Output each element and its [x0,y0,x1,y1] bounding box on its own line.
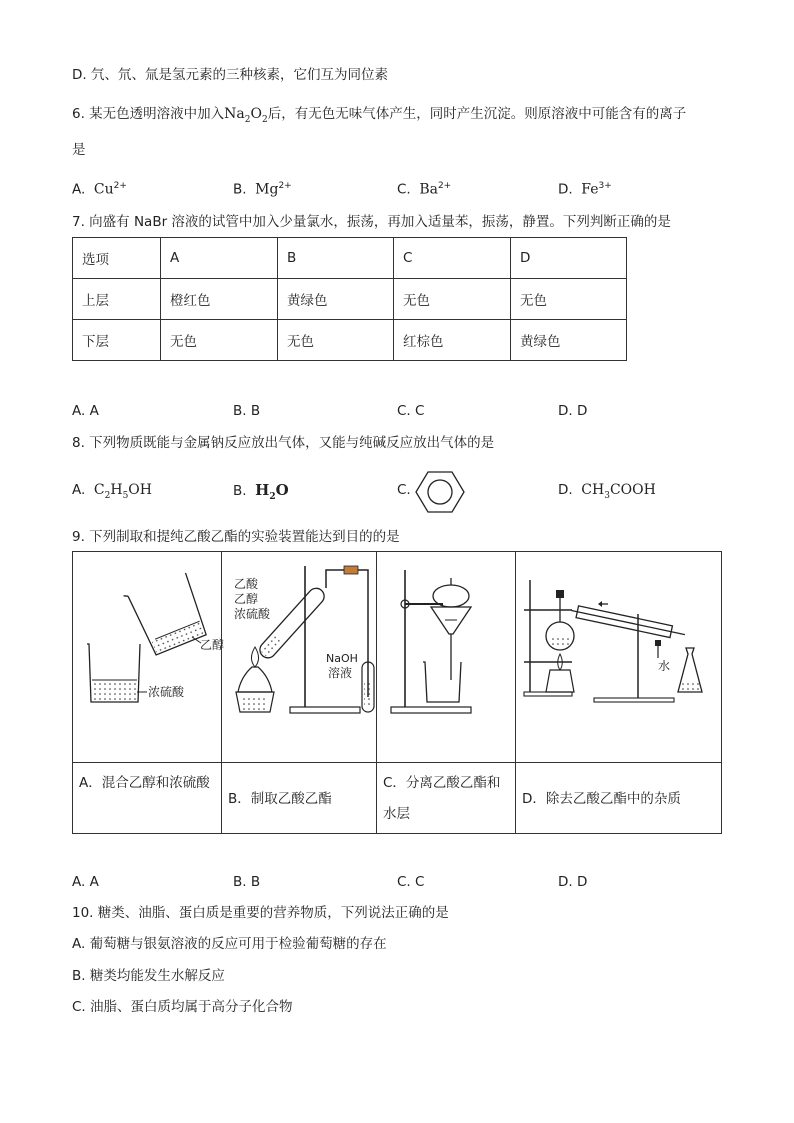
table-cell: 黄绿色 [511,320,627,361]
q6-reagent-sub1: 2 [244,114,251,125]
q6-stem-part2: 后，有无色无味气体产生，同时产生沉淀。则原溶液中可能含有的离子 [267,106,687,122]
q6-option-b [233,176,292,200]
benzene-ring-icon [413,468,467,516]
q6-stem-continuation: 是 [72,142,86,158]
label-naoh: NaOH [326,652,358,665]
figure-d-distillation [516,552,723,762]
q8-option-b [233,480,289,507]
q6-option-a [72,176,127,200]
figure-a-mixing [73,552,225,762]
formula-part: O [275,481,289,499]
table-cell: 选项 [73,238,161,279]
beaker-icon [423,662,461,702]
q9-answer-d: D. D [558,874,588,890]
option-letter: D. [558,482,573,498]
table-cell: 无色 [394,279,511,320]
q9-answer-c: C. C [397,874,425,890]
q6-stem-part1: 6. 某无色透明溶液中加入 [72,106,225,122]
label-ethanol: 乙醇 [234,592,259,606]
ion-symbol: Mg [255,181,279,198]
ion-symbol: Ba [419,181,438,198]
q6-reagent-sub2: 2 [262,114,268,125]
condenser-icon [570,605,686,641]
ion-symbol: Cu [93,181,114,198]
q9-caption-a: A．混合乙醇和浓硫酸 [79,775,210,791]
formula-sub: 2 [104,490,111,501]
table-cell: 下层 [73,320,161,361]
table-cell: 无色 [161,320,278,361]
q6-option-d [558,176,612,200]
q9-apparatus-table [72,551,722,834]
ion-symbol: Fe [581,181,599,198]
ion-charge: 2+ [278,181,292,191]
figure-c-separation [377,552,515,762]
formula-water [255,481,289,502]
ion-charge: 3+ [598,181,612,191]
q10-option-c: C. 油脂、蛋白质均属于高分子化合物 [72,999,293,1015]
option-letter: B. [233,483,247,499]
option-letter: D. [558,181,573,198]
formula-part: H [255,481,270,499]
q6-stem [72,104,686,130]
table-header-row [73,238,627,279]
table-cell: 无色 [278,320,394,361]
q6-reagent-o: O [250,106,262,122]
formula-ethanol [93,482,152,501]
q9-stem: 9. 下列制取和提纯乙酸乙酯的实验装置能达到目的的是 [72,529,400,545]
q9-answer-b: B. B [233,874,261,890]
option-letter: C. [397,482,411,498]
label-acetic-acid: 乙酸 [234,577,259,591]
q8-option-a [72,480,152,506]
option-letter: C. [397,181,411,198]
formula-part: COOH [609,482,656,498]
q7-table [72,237,627,361]
stand-base-icon [391,707,471,713]
q8-stem: 8. 下列物质既能与金属钠反应放出气体，又能与纯碱反应放出气体的是 [72,435,495,451]
alcohol-lamp-icon [546,670,574,692]
stand-base-icon [290,707,360,713]
q6-option-c [397,176,451,200]
test-tube-icon [257,585,328,661]
table-row [73,320,627,361]
q9-caption-b: B．制取乙酸乙酯 [228,791,332,807]
ion-charge: 2+ [437,181,452,191]
table-cell: 橙红色 [161,279,278,320]
formula-acetic-acid [581,482,656,501]
q9-caption-d: D．除去乙酸乙酯中的杂质 [522,791,681,807]
table-cell: 上层 [73,279,161,320]
label-solution: 溶液 [328,666,353,680]
table-cell: A [161,238,278,279]
table-cell: 无色 [511,279,627,320]
q5-option-d: D. 氕、氘、氚是氢元素的三种核素，它们互为同位素 [72,67,388,83]
option-letter: A. [72,482,86,498]
option-letter: B. [233,181,247,198]
figure-b-preparation [222,552,376,762]
table-cell: 黄绿色 [278,279,394,320]
q9-answer-a: A. A [72,874,99,890]
q8-option-d [558,480,656,506]
formula-part: CH [581,482,605,498]
q8-option-c [397,480,411,500]
q9-caption-c: C．分离乙酸乙酯和水层 [383,775,501,822]
table-cell: 红棕色 [394,320,511,361]
formula-sub: 2 [269,492,276,502]
q6-reagent-na: Na [224,106,245,122]
table-row [73,279,627,320]
ion-charge: 2+ [113,181,127,191]
option-letter: A. [72,181,86,198]
formula-sub: 3 [604,490,610,501]
formula-part: C [93,482,105,498]
label-ethanol: 乙醇 [200,638,225,652]
q6-reagent [224,106,268,125]
q10-option-b: B. 糖类均能发生水解反应 [72,968,225,984]
formula-part: OH [128,482,152,498]
label-water: 水 [658,659,671,673]
divider [73,762,721,763]
q7-answer-a: A. A [72,403,99,419]
q7-stem: 7. 向盛有 NaBr 溶液的试管中加入少量氯水，振荡，再加入适量苯，振荡，静置。下列判断正确的是 [72,214,671,230]
label-conc-sulfuric: 浓硫酸 [148,685,185,699]
q7-answer-d: D. D [558,403,588,419]
q10-stem: 10. 糖类、油脂、蛋白质是重要的营养物质，下列说法正确的是 [72,905,449,921]
q7-answer-c: C. C [397,403,425,419]
formula-part: H [110,482,123,498]
alcohol-lamp-icon [238,667,272,692]
formula-sub: 5 [122,490,129,501]
table-cell: B [278,238,394,279]
q10-option-a: A. 葡萄糖与银氨溶液的反应可用于检验葡萄糖的存在 [72,936,387,952]
q7-answer-b: B. B [233,403,261,419]
tilted-beaker-icon [124,571,210,658]
table-cell: C [394,238,511,279]
label-conc-sulfuric: 浓硫酸 [234,607,271,621]
table-cell: D [511,238,627,279]
